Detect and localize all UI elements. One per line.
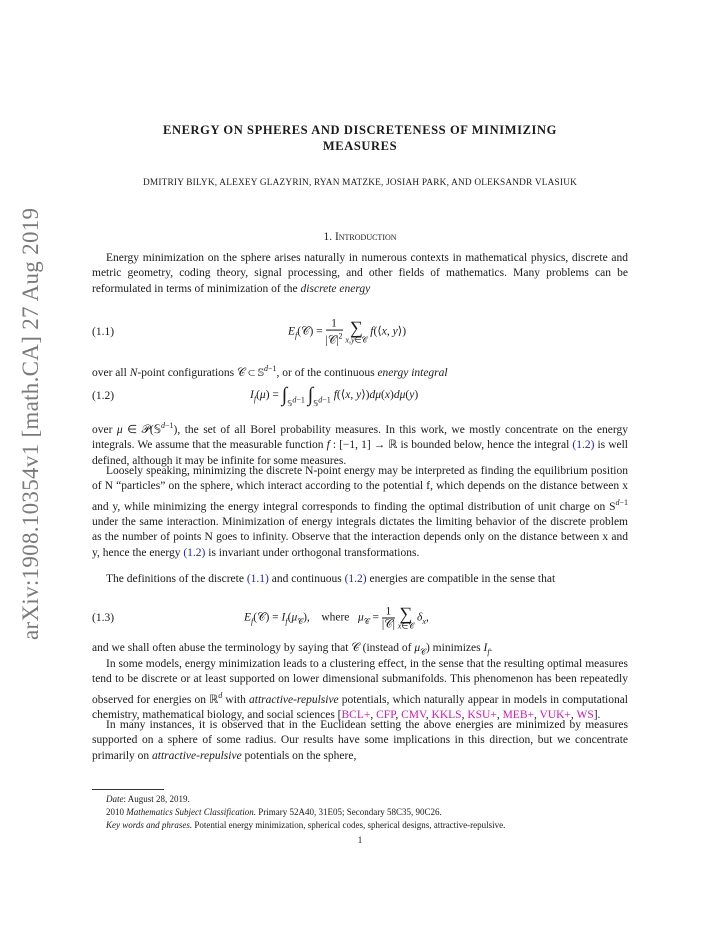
paragraph-configurations: over all N-point configurations 𝒞 ⊂ 𝕊$^{d-1}$, or of the continuous energy integral bbox=[92, 364, 448, 379]
equation-body: $E_f(𝒞) = I_f(\mu_𝒞)$, where $\mu_𝒞$ = $\frac{1}{\text{|𝒞|}}$ ∑ x∈𝒞 $\delta_x$, bbox=[244, 603, 429, 631]
equation-1-1 bbox=[92, 312, 628, 352]
footnote-label: Key words and phrases. bbox=[106, 820, 193, 830]
section-number: 1. bbox=[323, 231, 333, 243]
emphasis-energy-integral: energy integral bbox=[377, 366, 448, 379]
section-title: Introduction bbox=[334, 231, 397, 243]
page-number: 1 bbox=[357, 835, 363, 845]
section-heading bbox=[92, 231, 628, 243]
equation-number: (1.1) bbox=[92, 326, 115, 338]
paragraph-definitions bbox=[92, 572, 628, 587]
paragraph-clustering: In some models, energy minimization leads to a clustering effect, in the sense that the resulting optimal measures tend to be discrete or at least supported on lower dimensional submanifolds. This phenomenon has been repeatedly observed for energies on ℝ$^d$ with attractive-repulsive potentials, which naturally appear in models in computational chemistry, mathematical biology, and social sciences [BCL+, CFP, CMV, KKLS, KSU+, MEB+, VUK+, WS]. bbox=[92, 658, 629, 722]
paragraph-text: -point configurations bbox=[137, 366, 238, 379]
author-list: DMITRIY BILYK, ALEXEY GLAZYRIN, RYAN MATZKE, JOSIAH PARK, AND OLEKSANDR VLASIUK bbox=[142, 178, 578, 188]
paragraph-text: (instead of bbox=[359, 642, 415, 654]
footnote-text: Primary 52A40, 31E05; Secondary 58C35, 90C26. bbox=[256, 807, 442, 817]
citation-link[interactable]: WS bbox=[576, 709, 594, 722]
emphasis-attractive-repulsive: attractive-repulsive bbox=[249, 693, 339, 706]
arxiv-stamp: arXiv:1908.10354v1 [math.CA] 27 Aug 2019 bbox=[18, 207, 43, 640]
paragraph-borel: over μ ∈ 𝒫(𝕊$^{d-1}$), the set of all Borel probability measures. In this work, we mostly concentrate on the energy integrals. We assume that the measurable function f : [−1, 1] → ℝ is bounded below, hence the integral (1.2) is well defined, although it may be infinite for some measures. bbox=[92, 421, 629, 467]
citation-link[interactable]: VUK+ bbox=[539, 709, 571, 722]
paragraph-text: , the set of all Borel probability measures. In this work, we mostly concentrate on the energy integrals. We assume that the measurable function bbox=[92, 423, 629, 452]
footnote-text: : August 28, 2019. bbox=[123, 794, 190, 804]
footnote-date bbox=[106, 793, 628, 806]
paragraph-text: , or of the continuous bbox=[276, 366, 378, 379]
citation-link[interactable]: CMV bbox=[401, 709, 426, 722]
paragraph-text: In some models, energy minimization leads to a clustering effect, in the sense that the resulting optimal measures tend to be discrete or at least supported on lower dimensional submanifolds. This phenomenon has been repeatedly observed for energies on ℝ bbox=[92, 658, 628, 706]
equation-number: (1.3) bbox=[92, 612, 115, 624]
paragraph-text: is invariant under orthogonal transformations. bbox=[205, 546, 420, 559]
citation-link[interactable]: MEB+ bbox=[502, 709, 534, 722]
equation-reference-link[interactable]: (1.2) bbox=[572, 439, 595, 452]
paragraph-abuse: and we shall often abuse the terminology by saying that 𝒞 (instead of $\mu_𝒞$) minimizes $I_f$. bbox=[92, 642, 493, 657]
equation-1-2 bbox=[92, 376, 628, 416]
citation-link[interactable]: KKLS bbox=[431, 709, 462, 722]
paragraph-text: with bbox=[222, 693, 250, 706]
paragraph-text: In many instances, it is observed that in the Euclidean setting the above energies are minimized by measures supported on a sphere of some radius. Our results have some implications in this direction, but we concentrate primarily on bbox=[92, 719, 628, 762]
equation-1-3 bbox=[92, 598, 628, 638]
title-line-1: ENERGY ON SPHERES AND DISCRETENESS OF MINIMIZING bbox=[163, 123, 557, 137]
equation-reference-link[interactable]: (1.2) bbox=[344, 573, 367, 585]
equation-reference-link[interactable]: (1.2) bbox=[183, 546, 206, 559]
paragraph-text: is bounded below, hence the integral bbox=[397, 439, 573, 452]
citation-link[interactable]: KSU+ bbox=[467, 709, 497, 722]
equation-number: (1.2) bbox=[92, 390, 115, 402]
equation-where: where bbox=[321, 611, 350, 624]
footnote-keywords bbox=[106, 819, 628, 832]
paragraph-text: and we shall often abuse the terminology by saying that bbox=[92, 642, 352, 654]
paragraph-text: under the same interaction. Minimization of energy integrals dictates the limiting behavior of the discrete problem as the number of points N goes to infinity. Observe that the interaction depends only on the distance between x and y, hence the energy bbox=[92, 516, 628, 559]
emphasis-discrete-energy: discrete energy bbox=[300, 282, 371, 295]
paragraph-text: ]. bbox=[593, 709, 601, 722]
paragraph-text: over all bbox=[92, 366, 130, 379]
title-line-2: MEASURES bbox=[322, 139, 398, 153]
footnote-rule bbox=[92, 789, 164, 790]
paragraph-text: energies are compatible in the sense that bbox=[366, 573, 556, 585]
equation-body: $I_f(\mu) = \int_{𝕊^{d-1}}$ $\int_{𝕊^{d-1}}$ f(⟨x, y⟩)dμ(x)dμ(y) bbox=[250, 383, 419, 409]
emphasis-attractive-repulsive: attractive-repulsive bbox=[152, 749, 242, 762]
paragraph-text: Loosely speaking, minimizing the discrete N-point energy may be interpreted as finding the equilibrium position of N “particles” on the sphere, which interact according to the potential f, which depends on the distance between x and y, while minimizing the energy integral corresponds to finding the optimal distribution of unit charge on S bbox=[92, 465, 628, 513]
paragraph-text: over bbox=[92, 423, 117, 436]
paragraph-text: potentials, which naturally appear in models in computational chemistry, mathematical biology, and social sciences [ bbox=[92, 693, 629, 722]
paragraph-loosely: Loosely speaking, minimizing the discrete N-point energy may be interpreted as finding the equilibrium position of N “particles” on the sphere, which interact according to the potential f, which depends on the distance between x and y, while minimizing the energy integral corresponds to finding the optimal distribution of unit charge on $S^{d-1}$ under the same interaction. Minimization of energy integrals dictates the limiting behavior of the discrete problem as the number of points N goes to infinity. Observe that the interaction depends only on the distance between x and y, hence the energy (1.2) is invariant under orthogonal transformations. bbox=[92, 465, 628, 559]
citation-link[interactable]: BCL+ bbox=[341, 709, 371, 722]
paragraph-instances bbox=[92, 718, 628, 764]
paragraph-text: and continuous bbox=[268, 573, 345, 585]
paragraph-intro bbox=[92, 251, 628, 297]
paragraph-text: potentials on the sphere, bbox=[241, 749, 357, 762]
footnote-text: 2010 bbox=[106, 807, 127, 817]
equation-body: $E_f(𝒞)$ = $\frac{1}{|𝒞|^2}$ ∑ x,y∈𝒞 f(⟨x, y⟩) bbox=[288, 317, 407, 347]
equation-reference-link[interactable]: (1.1) bbox=[246, 573, 269, 585]
paragraph-text: is well defined, although it may be infinite for some measures. bbox=[92, 439, 628, 467]
footnote-text: Potential energy minimization, spherical codes, spherical designs, attractive-repulsive. bbox=[192, 820, 506, 830]
paper-title bbox=[92, 122, 628, 154]
paragraph-text: ) minimizes bbox=[425, 642, 484, 654]
footnote-msc bbox=[106, 806, 628, 819]
footnote-label: Date bbox=[106, 794, 124, 804]
citation-link[interactable]: CFP bbox=[376, 709, 396, 722]
paragraph-text: The definitions of the discrete bbox=[106, 573, 247, 585]
paragraph-text: Energy minimization on the sphere arises naturally in numerous contexts in mathematical physics, discrete and metric geometry, coding theory, signal processing, and other fields of mathematics. Many problems can be reformulated in terms of minimization of the bbox=[92, 252, 628, 295]
footnote-label: Mathematics Subject Classification. bbox=[126, 807, 256, 817]
